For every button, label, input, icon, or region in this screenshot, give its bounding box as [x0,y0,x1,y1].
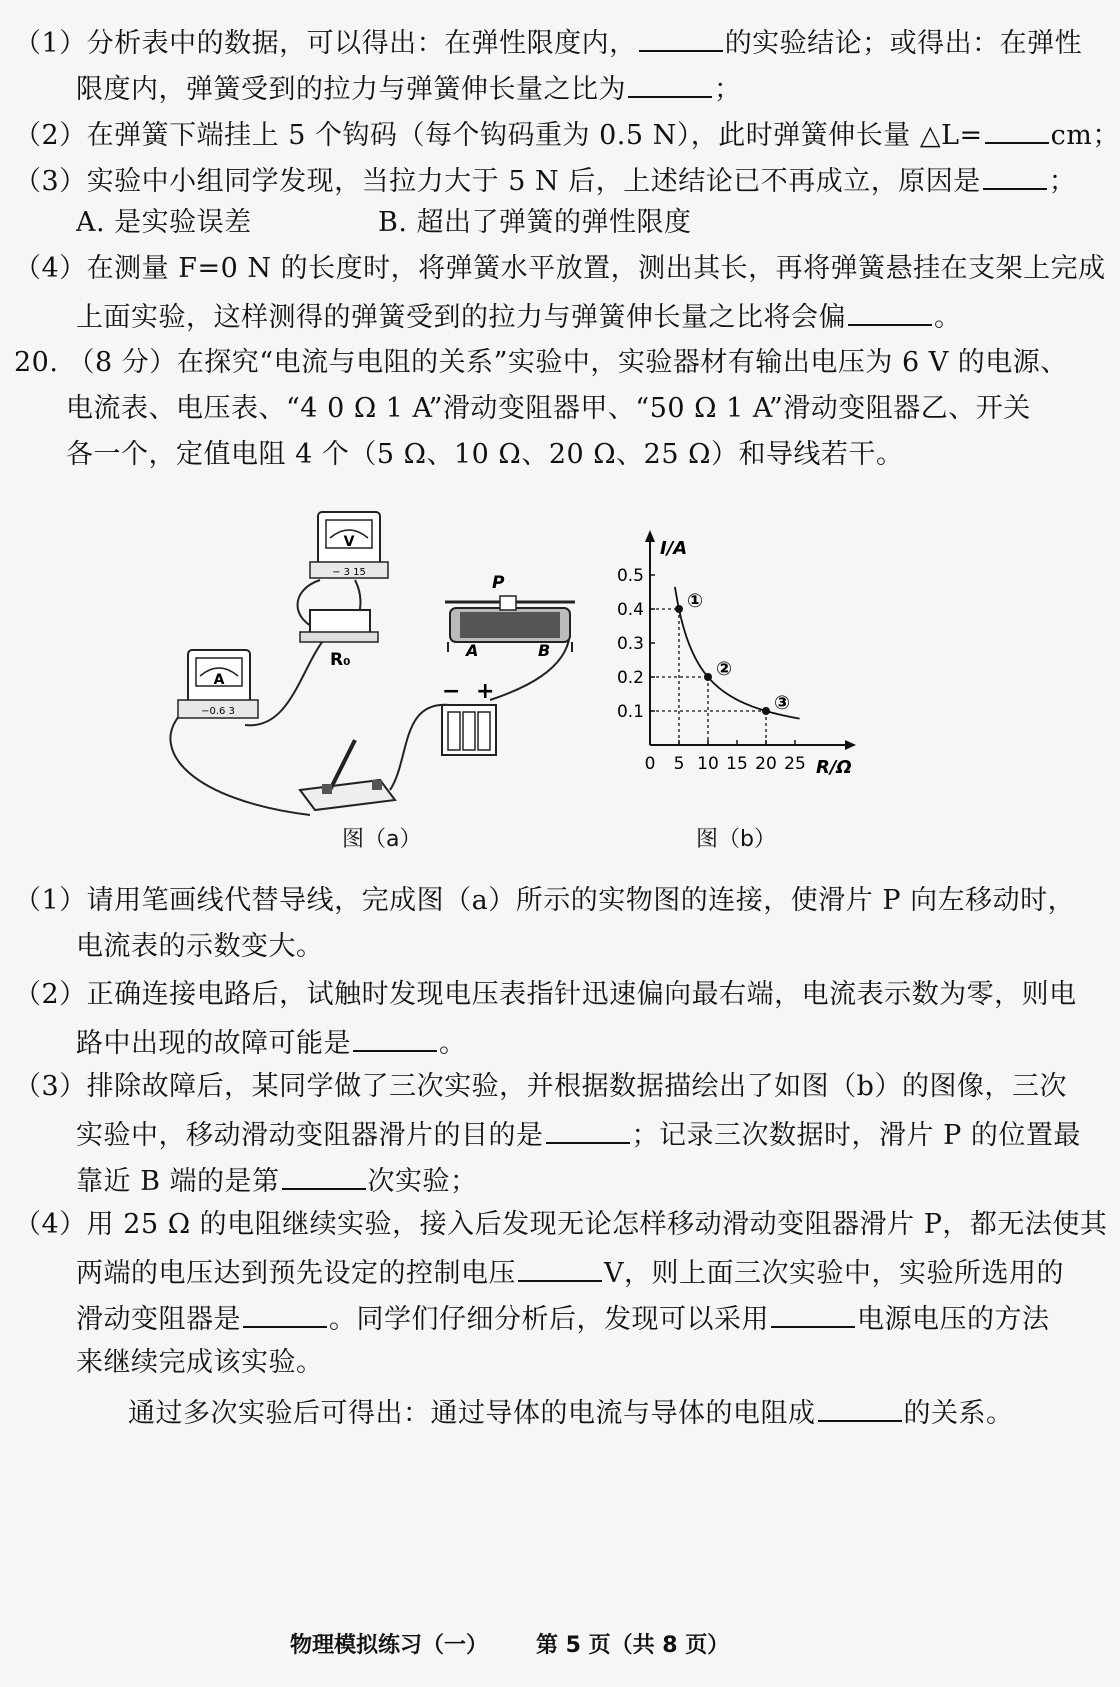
q20-part1-line1: （1）请用笔画线代替导线，完成图（a）所示的实物图的连接，使滑片 P 向左移动时， [14,885,1076,916]
q19-part1-line2 [76,70,742,107]
figure-b-caption: 图（b） [696,827,776,852]
battery-plus: + [476,679,495,704]
y-axis-arrow [645,530,655,542]
q20-conclusion [128,1394,1014,1431]
rheostat [445,573,575,660]
answer-blank[interactable] [639,24,723,52]
q19-p1d: ； [714,74,742,105]
x-tick-label: 0 [644,754,656,774]
x-tick-label: 15 [726,754,748,774]
data-point [675,605,683,613]
q19-option-b: B. 超出了弹簧的弹性限度 [378,207,692,238]
q20-part4-line2 [76,1254,1064,1291]
current-resistance-chart [616,530,920,800]
x-tick-label: 10 [697,754,719,774]
y-tick-label: 0.5 [616,566,644,586]
q19-p4c: 。 [934,302,962,333]
battery [442,679,496,755]
switch [300,740,395,810]
q20-s3b: 实验中，移动滑动变阻器滑片的目的是 [76,1120,544,1151]
answer-blank[interactable] [243,1300,327,1328]
x-axis-arrow [845,740,856,750]
q20-part4-line3 [76,1300,1050,1337]
q19-part3 [14,162,1076,199]
voltmeter-terminals: − 3 15 [332,567,366,578]
q19-part4-line1: （4）在测量 F=0 N 的长度时，将弹簧水平放置，测出其长，再将弹簧悬挂在支架上完成 [14,253,1106,284]
answer-blank[interactable] [848,298,932,326]
q20-s2c: 。 [439,1028,467,1059]
answer-blank[interactable] [628,70,712,98]
figure-a-caption: 图（a） [342,827,422,852]
q20-part3-line1: （3）排除故障后，某同学做了三次实验，并根据数据描绘出了如图（b）的图像，三次 [14,1071,1067,1102]
q20-s2b: 路中出现的故障可能是 [76,1028,351,1059]
data-point [762,707,770,715]
q20-s4c: V，则上面三次实验中，实验所选用的 [604,1258,1064,1289]
q20-part4-line4: 来继续完成该实验。 [76,1347,324,1378]
resistor-label: R₀ [330,650,351,670]
q20-intro-line1: 20. （8 分）在探究“电流与电阻的关系”实验中，实验器材有输出电压为 6 V 的电源、 [14,347,1068,378]
q19-p2a: （2）在弹簧下端挂上 5 个钩码（每个钩码重为 0.5 N），此时弹簧伸长量 △L= [14,120,983,151]
y-tick-label: 0.4 [616,600,644,620]
q20-intro-line2: 电流表、电压表、“4 0 Ω 1 A”滑动变阻器甲、“50 Ω 1 A”滑动变阻器乙、开关 [66,393,1031,424]
q20-s4e: 。同学们仔细分析后，发现可以采用 [329,1304,769,1335]
q19-p3a: （3）实验中小组同学发现，当拉力大于 5 N 后，上述结论已不再成立，原因是 [14,166,981,197]
q20-intro-line3: 各一个，定值电阻 4 个（5 Ω、10 Ω、20 Ω、25 Ω）和导线若干。 [66,439,904,470]
y-axis-label: I/A [660,538,688,559]
data-point [704,673,712,681]
y-tick-label: 0.1 [616,702,644,722]
y-tick-label: 0.3 [616,634,644,654]
q20-s3e: 次实验； [367,1166,478,1197]
end-b-label: B [538,641,551,660]
q20-s3d: 靠近 B 端的是第 [76,1166,280,1197]
q19-part4-line2 [76,298,962,335]
q20-s4d: 滑动变阻器是 [76,1304,241,1335]
ammeter [178,650,258,718]
ammeter-terminals: −0.6 3 [201,706,235,717]
answer-blank[interactable] [771,1300,855,1328]
q19-p1a: （1）分析表中的数据，可以得出：在弹性限度内， [14,28,637,59]
q20-part1-line2: 电流表的示数变大。 [76,931,324,962]
q19-part2 [14,116,1120,153]
answer-blank[interactable] [818,1394,902,1422]
circuit-figure [150,500,620,860]
answer-blank[interactable] [983,162,1047,190]
voltmeter-symbol: V [343,534,355,550]
battery-minus: − [442,679,461,704]
data-point-label: ③ [774,692,791,714]
q20-s5a: 通过多次实验后可得出：通过导体的电流与导体的电阻成 [128,1398,816,1429]
q19-p3b: ； [1048,166,1077,197]
y-tick-label: 0.2 [616,668,644,688]
q19-p2b: cm； [1050,120,1120,151]
q19-p1c: 限度内，弹簧受到的拉力与弹簧伸长量之比为 [76,74,626,105]
q19-part1-line1 [14,24,1082,61]
q20-part4-line1: （4）用 25 Ω 的电阻继续实验，接入后发现无论怎样移动滑动变阻器滑片 P，都无法使其 [14,1209,1108,1240]
q20-part2-line1: （2）正确连接电路后，试触时发现电压表指针迅速偏向最右端，电流表示数为零，则电 [14,979,1077,1010]
x-tick-label: 20 [755,754,777,774]
ammeter-symbol: A [213,672,225,688]
footer-subject: 物理模拟练习（一） [290,1633,489,1658]
x-tick-label: 25 [784,754,806,774]
q20-part2-line2 [76,1024,467,1061]
q20-part3-line2 [76,1116,1081,1153]
q19-p4b: 上面实验，这样测得的弹簧受到的拉力与弹簧伸长量之比将会偏 [76,302,846,333]
voltmeter [310,512,388,578]
footer-page-number: 第 5 页（共 8 页） [536,1633,730,1658]
data-point-label: ① [687,590,704,612]
data-point-label: ② [716,658,733,680]
q20-s5b: 的关系。 [903,1398,1014,1429]
slider-label: P [492,573,505,593]
x-axis-label: R/Ω [816,757,852,778]
x-tick-label: 5 [673,754,685,774]
q20-s3c: ；记录三次数据时，滑片 P 的位置最 [631,1120,1081,1151]
answer-blank[interactable] [282,1162,366,1190]
answer-blank[interactable] [546,1116,630,1144]
end-a-label: A [466,641,479,660]
answer-blank[interactable] [353,1024,437,1052]
answer-blank[interactable] [985,116,1049,144]
answer-blank[interactable] [518,1254,602,1282]
q20-s4f: 电源电压的方法 [857,1304,1050,1335]
q19-p1b: 的实验结论；或得出：在弹性 [724,28,1083,59]
q19-option-a: A. 是实验误差 [76,207,252,238]
q20-s4b: 两端的电压达到预先设定的控制电压 [76,1258,516,1289]
q20-part3-line3 [76,1162,478,1199]
